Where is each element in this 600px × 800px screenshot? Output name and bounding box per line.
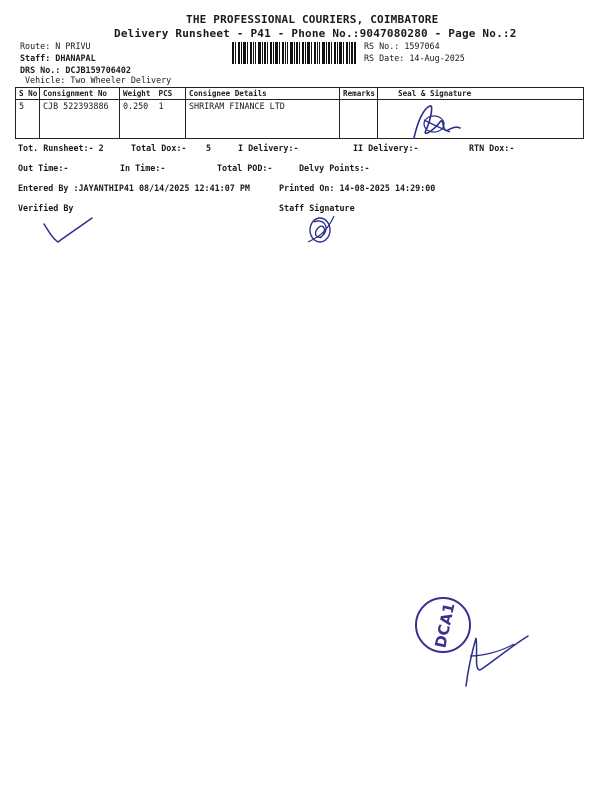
- col-sno: S No: [16, 88, 40, 100]
- barcode: [232, 42, 356, 64]
- cell-consignment: CJB 522393886: [40, 100, 120, 139]
- cell-pcs: 1: [156, 100, 186, 139]
- total-dox-label: Total Dox:-: [131, 143, 187, 153]
- staff-label: Staff: DHANAPAL: [20, 53, 96, 63]
- i-delivery-label: I Delivery:-: [238, 143, 299, 153]
- route-label: Route: N PRIVU: [20, 41, 91, 51]
- table-row: [16, 100, 584, 139]
- drs-number: DRS No.: DCJB159706402: [20, 65, 131, 75]
- col-remarks: Remarks: [340, 88, 378, 100]
- verifier-signature: [40, 214, 96, 246]
- company-title: THE PROFESSIONAL COURIERS, COIMBATORE: [186, 13, 439, 26]
- in-time-label: In Time:-: [120, 163, 166, 173]
- verified-by-label: Verified By: [18, 203, 74, 213]
- runsheet-subtitle: Delivery Runsheet - P41 - Phone No.:9047080280 - Page No.:2: [114, 27, 517, 40]
- table-header-row: [16, 88, 584, 100]
- total-pod-label: Total POD:-: [217, 163, 273, 173]
- total-dox-value: 5: [206, 143, 212, 153]
- staff-signature: [300, 208, 340, 248]
- vehicle-label: Vehicle: Two Wheeler Delivery: [25, 75, 172, 85]
- rtn-dox-label: RTN Dox:-: [469, 143, 515, 153]
- col-seal-signature: Seal & Signature: [378, 88, 584, 100]
- out-time-label: Out Time:-: [18, 163, 69, 173]
- rs-date: RS Date: 14-Aug-2025: [364, 53, 465, 63]
- col-consignee: Consignee Details: [186, 88, 340, 100]
- total-runsheet: Tot. Runsheet:- 2: [18, 143, 104, 153]
- dca-stamp: [410, 590, 540, 690]
- col-consignment: Consignment No: [40, 88, 120, 100]
- col-weight: Weight: [120, 88, 156, 100]
- staff-signature-label: Staff Signature: [279, 203, 355, 213]
- printed-on: Printed On: 14-08-2025 14:29:00: [279, 183, 436, 193]
- delvy-points-label: Delvy Points:-: [299, 163, 370, 173]
- cell-consignee: SHRIRAM FINANCE LTD: [186, 100, 340, 139]
- cell-weight: 0.250: [120, 100, 156, 139]
- col-pcs: PCS: [156, 88, 186, 100]
- recipient-signature: [404, 100, 464, 142]
- rs-number: RS No.: 1597064: [364, 41, 440, 51]
- cell-sno: 5: [16, 100, 40, 139]
- entered-by: Entered By :JAYANTHIP41 08/14/2025 12:41:07 PM: [18, 183, 250, 193]
- runsheet-table: [15, 87, 584, 139]
- cell-remarks: [340, 100, 378, 139]
- ii-delivery-label: II Delivery:-: [353, 143, 419, 153]
- stamp-text: DCA1: [431, 601, 459, 650]
